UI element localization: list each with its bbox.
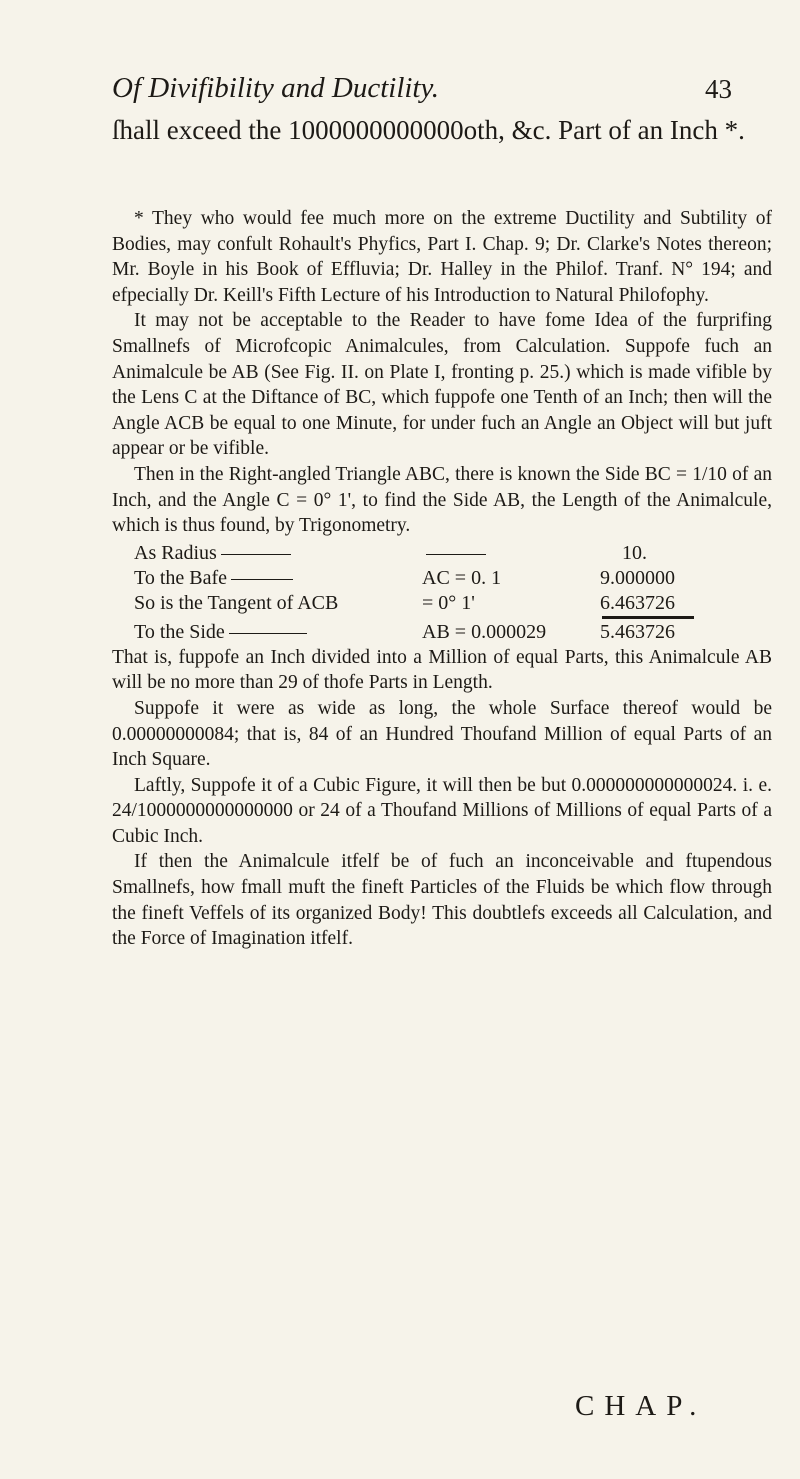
page-number: 43 <box>705 74 732 104</box>
catchword: CHAP. <box>575 1390 707 1422</box>
calc-label: To the Bafe <box>134 566 228 589</box>
running-head <box>112 72 732 105</box>
calc-value: 10. <box>622 541 647 564</box>
footnote-paragraph-5: Suppofe it were as wide as long, the whole Surface thereof would be 0.00000000084; that is, 84 of an Hundred Thoufand Million of equal Parts of an Inch Square. <box>112 697 772 771</box>
footnote-paragraph-6: Laftly, Suppofe it of a Cubic Figure, it will then be but 0.000000000000024. i. e. 24/1000000000000000 or 24 of a Thoufand Millions of Millions of equal Parts of a Cubic Inch. <box>112 774 772 847</box>
calc-value: 9.000000 <box>600 566 675 589</box>
calc-label: So is the Tangent of ACB <box>134 591 339 614</box>
footnote-paragraph-4: That is, fuppofe an Inch divided into a Million of equal Parts, this Animalcule AB will be no more than 29 of thofe Parts in Length. <box>112 646 772 694</box>
footnote-paragraph-2: It may not be acceptable to the Reader to have fome Idea of the furprifing Smallnefs of Microfcopic Animalcules, from Calculation. Suppofe fuch an Animalcule be AB (See Fig. II. on Plate I, fronting p. 25.) which is made vifible by the Lens C at the Diftance of BC, which fuppofe one Tenth of an Inch; then will the Angle ACB be equal to one Minute, for under fuch an Angle an Object will but juft appear or be vifible. <box>112 310 772 460</box>
body-text <box>112 112 772 148</box>
sum-rule-line <box>602 616 694 619</box>
trigonometry-calculation <box>134 541 694 645</box>
footnote-paragraph-7: If then the Animalcule itfelf be of fuch an inconceivable and ftupendous Smallnefs, how fmall muft the fineft Particles of the Fluids be which flow through the fineft Veffels of its organized Body! This doubtlefs exceeds all Calculation, and the Force of Imagination itfelf. <box>112 851 772 950</box>
running-title: Of Divifibility and Ductility. <box>112 72 440 104</box>
leader-line <box>229 633 307 634</box>
calc-row <box>134 620 694 645</box>
calc-label: To the Side <box>134 620 225 643</box>
lead-paragraph: ſhall exceed the 1000000000000oth, &c. Part of an Inch *. <box>112 115 745 145</box>
calc-mid: = 0° 1' <box>422 591 475 614</box>
leader-line <box>231 579 293 580</box>
calc-row <box>134 541 694 566</box>
calc-label: As Radius <box>134 541 217 564</box>
calc-mid: AC = 0. 1 <box>422 566 502 589</box>
leader-line <box>221 554 291 555</box>
calc-value: 5.463726 <box>600 620 675 643</box>
leader-line <box>426 554 486 555</box>
calc-value: 6.463726 <box>600 591 675 614</box>
calc-mid: AB = 0.000029 <box>422 620 547 643</box>
footnote <box>112 206 772 952</box>
footnote-paragraph-1: * They who would fee much more on the extreme Ductility and Subtility of Bodies, may confult Rohault's Phyfics, Part I. Chap. 9; Dr. Clarke's Notes thereon; Mr. Boyle in his Book of Effluvia; Dr. Halley in the Philof. Tranf. N° 194; and efpecially Dr. Keill's Fifth Lecture of his Introduction to Natural Philofophy. <box>112 208 772 306</box>
calc-row <box>134 591 694 616</box>
footnote-paragraph-3: Then in the Right-angled Triangle ABC, there is known the Side BC = 1/10 of an Inch, and the Angle C = 0° 1', to find the Side AB, the Length of the Animalcule, which is thus found, by Trigonometry. <box>112 463 772 537</box>
calc-row <box>134 566 694 591</box>
